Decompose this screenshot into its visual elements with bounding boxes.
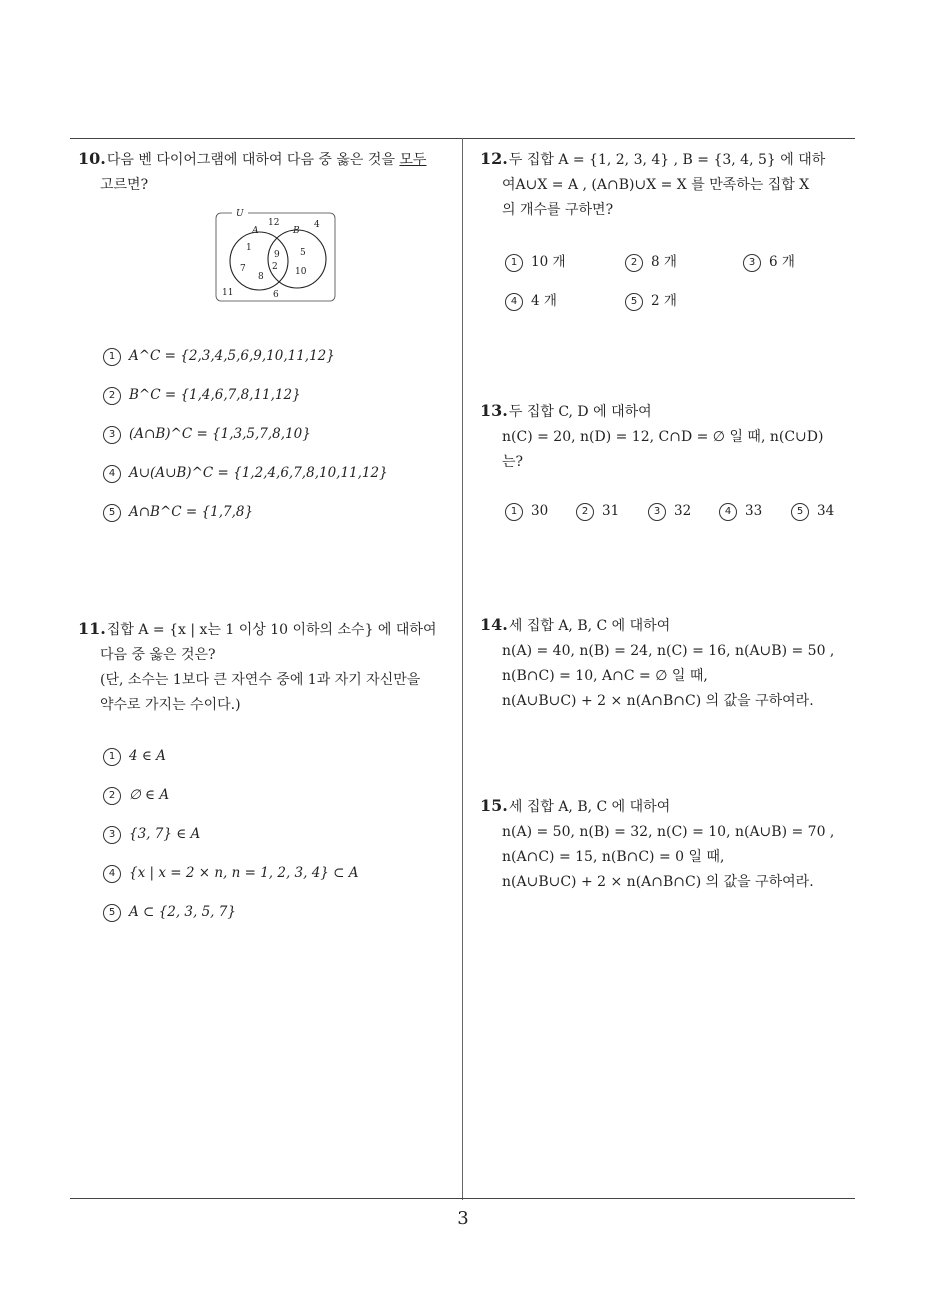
question-11 — [78, 616, 458, 718]
question-number: 11. — [78, 619, 106, 638]
venn-element: 8 — [258, 272, 264, 282]
venn-diagram — [214, 209, 338, 305]
set-b-label: B — [293, 226, 300, 236]
choice-1[interactable]: 1 30 — [505, 503, 548, 521]
question-11-line3: (단, 소수는 1보다 큰 자연수 중에 1과 자기 자신만을 — [100, 672, 421, 688]
venn-element: 1 — [246, 243, 252, 253]
venn-element: 5 — [300, 248, 306, 258]
choice-marker: 5 — [625, 293, 643, 311]
question-15-line4: n(A∪B∪C) + 2 × n(A∩B∩C) 의 값을 구하여라. — [502, 874, 814, 890]
choice-marker: 1 — [505, 254, 523, 272]
choice-4[interactable]: 4 4 개 — [505, 289, 557, 311]
choice-marker: 2 — [103, 387, 121, 405]
question-13-line2: n(C) = 20, n(D) = 12, C∩D = ∅ 일 때, n(C∪D) — [502, 429, 824, 445]
question-11-line1: 11.집합 A = {x | x는 1 이상 10 이하의 소수} 에 대하여 — [78, 619, 437, 638]
question-10-line2: 고르면? — [100, 177, 149, 193]
choice-marker: 4 — [103, 465, 121, 483]
venn-element: 12 — [268, 218, 280, 228]
question-14-line2: n(A) = 40, n(B) = 24, n(C) = 16, n(A∪B) = 50 , — [502, 643, 835, 659]
question-15-line2: n(A) = 50, n(B) = 32, n(C) = 10, n(A∪B) = 70 , — [502, 824, 835, 840]
choice-marker: 3 — [103, 826, 121, 844]
question-13-line1: 13.두 집합 C, D 에 대하여 — [480, 401, 652, 420]
choice-1[interactable]: 1 A^C = {2,3,4,5,6,9,10,11,12} — [103, 348, 335, 366]
question-10 — [78, 146, 458, 198]
choice-2[interactable]: 2 ∅ ∈ A — [103, 787, 169, 805]
choice-marker: 2 — [576, 503, 594, 521]
venn-element: 6 — [273, 290, 279, 300]
choice-5[interactable]: 5 34 — [791, 503, 834, 521]
choice-marker: 2 — [625, 254, 643, 272]
question-12-line3: 의 개수를 구하면? — [502, 202, 614, 218]
venn-element: 7 — [240, 264, 246, 274]
choice-marker: 1 — [103, 348, 121, 366]
choice-marker: 5 — [791, 503, 809, 521]
universe-label: U — [236, 209, 244, 219]
question-11-line4: 약수로 가지는 수이다.) — [100, 697, 241, 713]
choice-2[interactable]: 2 31 — [576, 503, 619, 521]
venn-element: 2 — [272, 262, 278, 272]
choice-1[interactable]: 1 4 ∈ A — [103, 748, 166, 766]
choice-marker: 3 — [103, 426, 121, 444]
choice-marker: 4 — [103, 865, 121, 883]
question-13-line3: 는? — [502, 454, 524, 470]
column-divider — [462, 138, 463, 1200]
venn-element: 4 — [314, 220, 320, 230]
choice-3[interactable]: 3 32 — [648, 503, 691, 521]
choice-4[interactable]: 4 A∪(A∪B)^C = {1,2,4,6,7,8,10,11,12} — [103, 465, 388, 483]
choice-2[interactable]: 2 8 개 — [625, 250, 677, 272]
venn-element: 10 — [295, 267, 307, 277]
choice-5[interactable]: 5 A∩B^C = {1,7,8} — [103, 504, 253, 522]
choice-marker: 3 — [648, 503, 666, 521]
choice-5[interactable]: 5 2 개 — [625, 289, 677, 311]
question-14-line4: n(A∪B∪C) + 2 × n(A∩B∩C) 의 값을 구하여라. — [502, 693, 814, 709]
question-13 — [480, 398, 860, 475]
question-11-line2: 다음 중 옳은 것은? — [100, 647, 216, 663]
question-number: 15. — [480, 796, 508, 815]
venn-element: 9 — [274, 250, 280, 260]
question-12 — [480, 146, 860, 223]
choice-3[interactable]: 3 {3, 7} ∈ A — [103, 826, 200, 844]
choice-4[interactable]: 4 33 — [719, 503, 762, 521]
choice-3[interactable]: 3 (A∩B)^C = {1,3,5,7,8,10} — [103, 426, 311, 444]
choice-4[interactable]: 4 {x | x = 2 × n, n = 1, 2, 3, 4} ⊂ A — [103, 865, 359, 883]
question-number: 10. — [78, 149, 106, 168]
question-number: 13. — [480, 401, 508, 420]
choice-marker: 2 — [103, 787, 121, 805]
underlined-word: 모두 — [399, 152, 427, 168]
question-14 — [480, 612, 860, 714]
choice-marker: 1 — [505, 503, 523, 521]
choice-5[interactable]: 5 A ⊂ {2, 3, 5, 7} — [103, 904, 236, 922]
question-15-line1: 15.세 집합 A, B, C 에 대하여 — [480, 796, 671, 815]
choice-marker: 1 — [103, 748, 121, 766]
choice-1[interactable]: 1 10 개 — [505, 250, 566, 272]
question-15-line3: n(A∩C) = 15, n(B∩C) = 0 일 때, — [502, 849, 725, 865]
question-15 — [480, 793, 860, 895]
venn-element: 11 — [222, 288, 234, 298]
choice-marker: 5 — [103, 504, 121, 522]
question-12-line1: 12.두 집합 A = {1, 2, 3, 4} , B = {3, 4, 5} 에 대하 — [480, 149, 826, 168]
question-14-line3: n(B∩C) = 10, A∩C = ∅ 일 때, — [502, 668, 708, 684]
choice-marker: 5 — [103, 904, 121, 922]
choice-marker: 3 — [743, 254, 761, 272]
choice-marker: 4 — [505, 293, 523, 311]
question-10-line1: 10.다음 벤 다이어그램에 대하여 다음 중 옳은 것을 모두 — [78, 149, 427, 168]
choice-2[interactable]: 2 B^C = {1,4,6,7,8,11,12} — [103, 387, 301, 405]
question-number: 12. — [480, 149, 508, 168]
question-12-line2: 여A∪X = A , (A∩B)∪X = X 를 만족하는 집합 X — [502, 177, 810, 193]
page-number: 3 — [457, 1208, 469, 1229]
question-number: 14. — [480, 615, 508, 634]
choice-3[interactable]: 3 6 개 — [743, 250, 795, 272]
bottom-rule — [70, 1198, 855, 1199]
set-a-label: A — [252, 226, 259, 236]
choice-marker: 4 — [719, 503, 737, 521]
question-14-line1: 14.세 집합 A, B, C 에 대하여 — [480, 615, 671, 634]
